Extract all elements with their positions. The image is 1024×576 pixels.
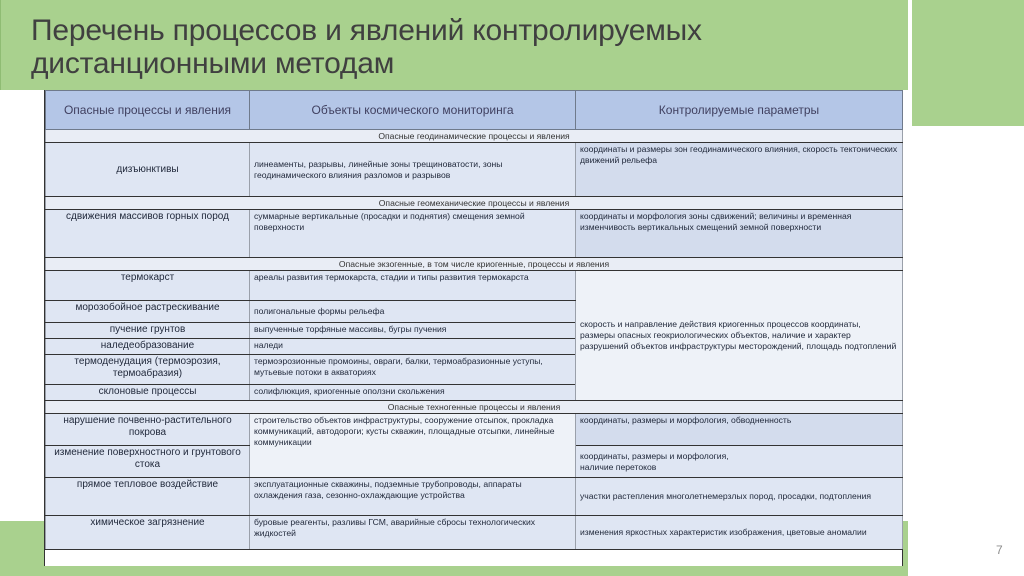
title-band <box>0 0 908 90</box>
table-header-row <box>46 91 903 130</box>
header-objects: Объекты космического мониторинга <box>250 91 576 130</box>
params-line: координаты, размеры и морфология, <box>580 450 729 461</box>
section-row <box>46 197 903 210</box>
table-row <box>46 143 903 197</box>
process-cell: сдвижения массивов горных пород <box>46 210 250 258</box>
objects-cell: буровые реагенты, разливы ГСМ, аварийные сбросы технологических жидкостей <box>250 516 576 550</box>
objects-cell: термоэрозионные промоины, овраги, балки, термоабразионные уступы, мутьевые потоки в акваториях <box>250 355 576 385</box>
params-cell: координаты, размеры и морфология, обводненность <box>576 414 903 446</box>
params-line: наличие перетоков <box>580 461 657 472</box>
page-title: Перечень процессов и явлений контролируемых дистанционными методам <box>31 14 702 80</box>
objects-cell: солифлюкция, криогенные оползни скольжения <box>250 385 576 401</box>
objects-cell: выпученные торфяные массивы, бугры пучения <box>250 323 576 339</box>
section-exogenous: Опасные экзогенные, в том числе криогенные, процессы и явления <box>46 258 903 271</box>
params-cell-merged: скорость и направление действия криогенных процессов координаты, размеры опасных геокриологических объектов, наличие и характер разрушений объектов инфраструктуры месторождений, площадь подтоплений <box>576 271 903 401</box>
section-row <box>46 130 903 143</box>
objects-cell: полигональные формы рельефа <box>250 301 576 323</box>
objects-cell: суммарные вертикальные (просадки и поднятия) смещения земной поверхности <box>250 210 576 258</box>
params-cell: координаты и размеры зон геодинамического влияния, скорость тектонических движений рельефа <box>576 143 903 197</box>
objects-cell-merged: строительство объектов инфраструктуры, сооружение отсыпок, прокладка коммуникаций, автодороги; кусты скважин, площадные отсыпки, линейные коммуникации <box>250 414 576 478</box>
process-cell: термокарст <box>46 271 250 301</box>
header-parameters: Контролируемые параметры <box>576 91 903 130</box>
params-cell: участки растепления многолетнемерзлых пород, просадки, подтопления <box>576 478 903 516</box>
table-row <box>46 210 903 258</box>
section-geomechanical: Опасные геомеханические процессы и явления <box>46 197 903 210</box>
objects-cell: наледи <box>250 339 576 355</box>
table-row <box>46 414 903 446</box>
section-row <box>46 401 903 414</box>
header-processes: Опасные процессы и явления <box>46 91 250 130</box>
objects-cell: ареалы развития термокарста, стадии и типы развития термокарста <box>250 271 576 301</box>
params-cell: координаты и морфология зоны сдвижений; величины и временная изменчивость вертикальных смещений земной поверхности <box>576 210 903 258</box>
process-cell: термоденудация (термоэрозия, термоабразия) <box>46 355 250 385</box>
process-cell: наледеобразование <box>46 339 250 355</box>
process-cell: дизъюнктивы <box>46 143 250 197</box>
process-cell: склоновые процессы <box>46 385 250 401</box>
section-technogenic: Опасные техногенные процессы и явления <box>46 401 903 414</box>
section-geodynamic: Опасные геодинамические процессы и явления <box>46 130 903 143</box>
objects-cell: линеаменты, разрывы, линейные зоны трещиноватости, зоны геодинамического влияния разломов и разрывов <box>250 143 576 197</box>
table-row <box>46 271 903 301</box>
process-cell: нарушение почвенно-растительного покрова <box>46 414 250 446</box>
processes-table <box>45 90 903 550</box>
table-container <box>44 90 903 566</box>
corner-decoration <box>912 0 1024 126</box>
params-cell <box>576 446 903 478</box>
process-cell: химическое загрязнение <box>46 516 250 550</box>
process-cell: прямое тепловое воздействие <box>46 478 250 516</box>
page-number: 7 <box>996 543 1003 557</box>
table-row <box>46 478 903 516</box>
params-cell: изменения яркостных характеристик изображения, цветовые аномалии <box>576 516 903 550</box>
process-cell: пучение грунтов <box>46 323 250 339</box>
process-cell: изменение поверхностного и грунтового стока <box>46 446 250 478</box>
objects-cell: эксплуатационные скважины, подземные трубопроводы, аппараты охлаждения газа, сезонно-охлаждающие устройства <box>250 478 576 516</box>
process-cell: морозобойное растрескивание <box>46 301 250 323</box>
table-row <box>46 516 903 550</box>
section-row <box>46 258 903 271</box>
